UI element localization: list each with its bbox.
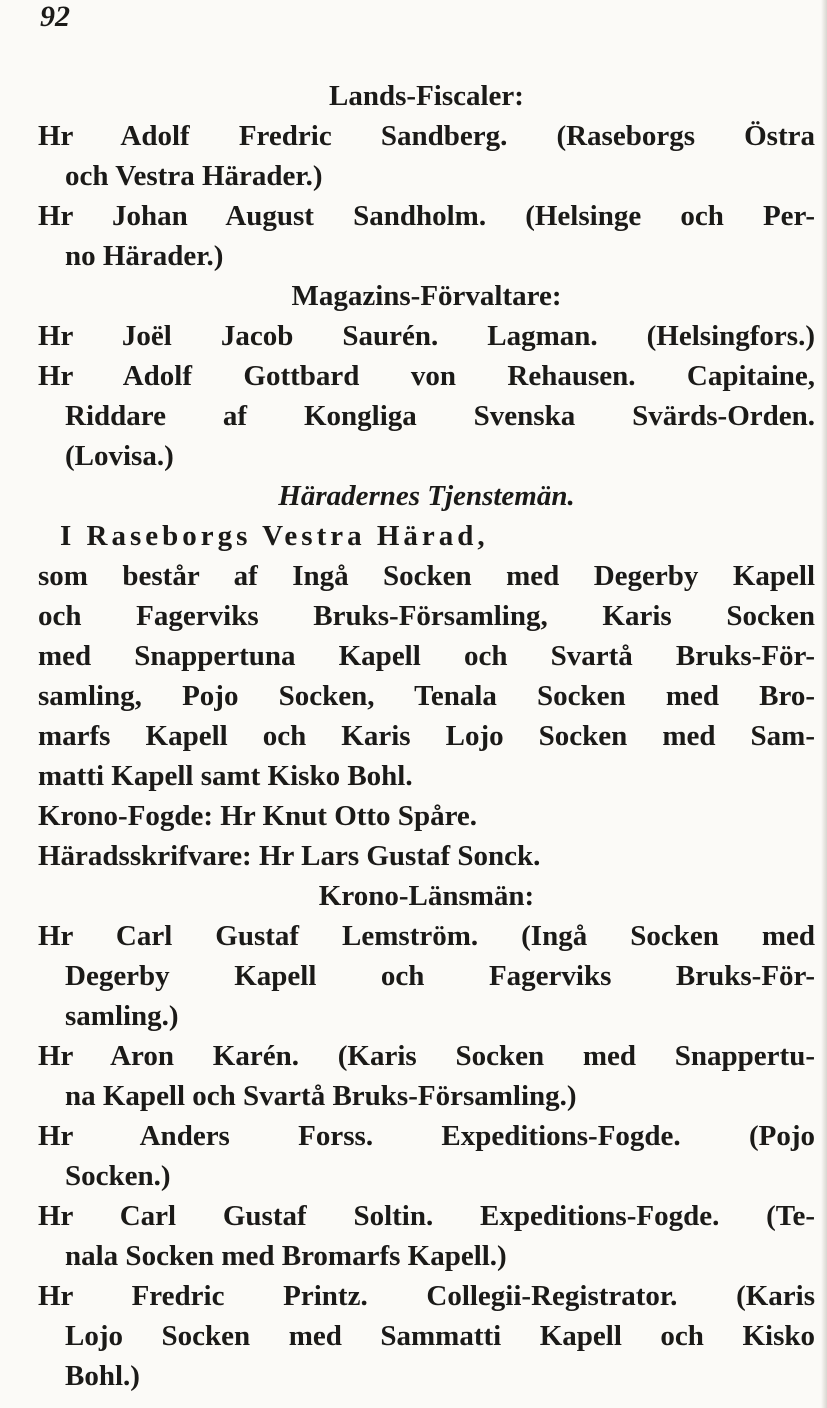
- text-line: Hr Adolf Gottbard von Rehausen. Capitaine,: [38, 360, 815, 392]
- text-line: nala Socken med Bromarfs Kapell.): [65, 1240, 507, 1272]
- text-line: med Snappertuna Kapell och Svartå Bruks-För-: [38, 640, 815, 672]
- text-line: Degerby Kapell och Fagerviks Bruks-För-: [65, 960, 815, 992]
- text-line: Hr Aron Karén. (Karis Socken med Snappertu-: [38, 1040, 815, 1072]
- page-body: [38, 76, 815, 1396]
- text-line: Hr Anders Forss. Expeditions-Fogde. (Pojo: [38, 1120, 815, 1152]
- text-line: Hr Adolf Fredric Sandberg. (Raseborgs Östra: [38, 120, 815, 152]
- text-line: matti Kapell samt Kisko Bohl.: [38, 760, 413, 792]
- text-line: som består af Ingå Socken med Degerby Kapell: [38, 560, 815, 592]
- text-line: no Härader.): [65, 240, 224, 272]
- text-line: samling.): [65, 1000, 179, 1032]
- text-line: Riddare af Kongliga Svenska Svärds-Orden.: [65, 400, 815, 432]
- section-heading: Häradernes Tjenstemän.: [278, 480, 575, 512]
- text-line: Bohl.): [65, 1360, 140, 1392]
- text-line: I Raseborgs Vestra Härad,: [60, 520, 489, 552]
- text-line: Hr Joël Jacob Saurén. Lagman. (Helsingfors.): [38, 320, 815, 352]
- text-line: na Kapell och Svartå Bruks-Församling.): [65, 1080, 577, 1112]
- page-number: 92: [40, 0, 70, 33]
- section-heading: Krono-Länsmän:: [318, 880, 535, 912]
- text-line: Hr Fredric Printz. Collegii-Registrator. (Karis: [38, 1280, 815, 1312]
- text-line: Lojo Socken med Sammatti Kapell och Kisko: [65, 1320, 815, 1352]
- text-line: Hr Johan August Sandholm. (Helsinge och Per-: [38, 200, 815, 232]
- text-line: Krono-Fogde: Hr Knut Otto Spåre.: [38, 800, 478, 832]
- section-heading: Lands-Fiscaler:: [329, 80, 524, 112]
- text-line: Hr Carl Gustaf Lemström. (Ingå Socken med: [38, 920, 815, 952]
- text-line: (Lovisa.): [65, 440, 174, 472]
- text-line: samling, Pojo Socken, Tenala Socken med Bro-: [38, 680, 815, 712]
- text-line: Häradsskrifvare: Hr Lars Gustaf Sonck.: [38, 840, 541, 872]
- text-line: Socken.): [65, 1160, 171, 1192]
- page-edge-shadow: [821, 0, 827, 1408]
- text-line: och Fagerviks Bruks-Församling, Karis Socken: [38, 600, 815, 632]
- text-line: marfs Kapell och Karis Lojo Socken med Sam-: [38, 720, 815, 752]
- text-line: och Vestra Härader.): [65, 160, 323, 192]
- section-heading: Magazins-Förvaltare:: [291, 280, 562, 312]
- text-line: Hr Carl Gustaf Soltin. Expeditions-Fogde. (Te-: [38, 1200, 815, 1232]
